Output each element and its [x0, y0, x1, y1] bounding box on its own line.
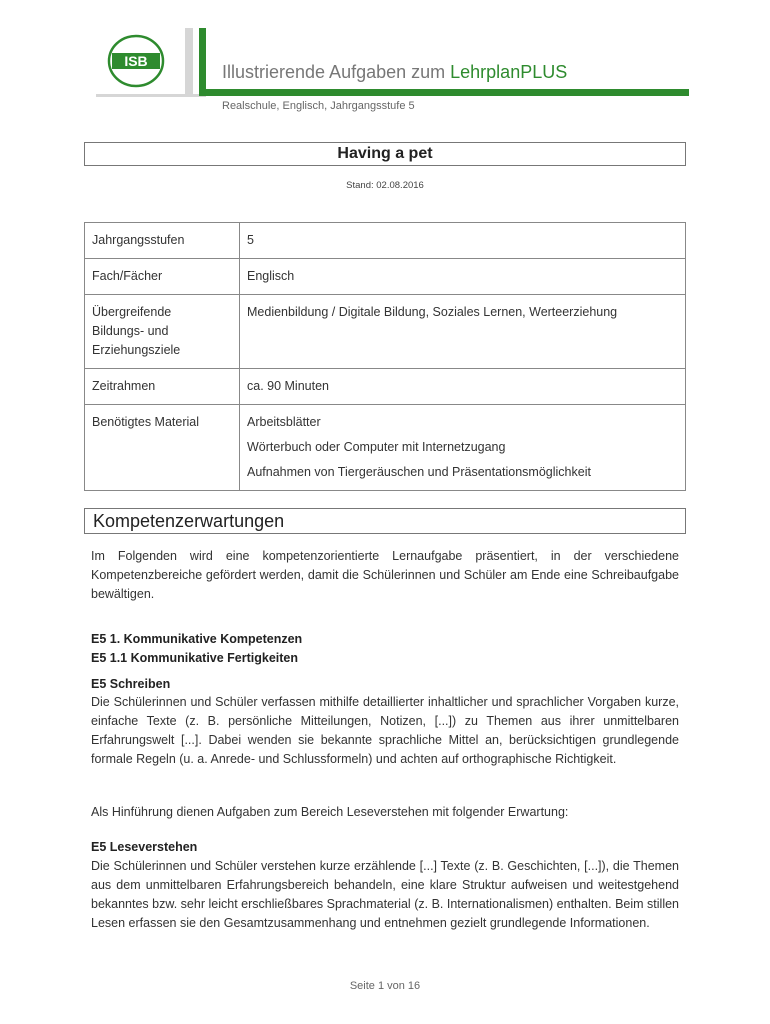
leseverstehen-paragraph: Die Schülerinnen und Schüler verstehen kurze erzählende [...] Texte (z. B. Geschichten, [...]), die Themen aus dem unmittelbaren Erfahrungsbereich behandeln, eine klare Struktur aufweisen und weitestgehend bekanntes bzw. sehr leicht erschließbares Sprachmaterial (z. B. Internationalismen) enthalten. Beim stillen Lesen erfassen sie den Gesamtzusammenhang und entnehmen gezielt grundlegende Informationen. [91, 859, 679, 930]
competence-heading-1-1: E5 1.1 Kommunikative Fertigkeiten [91, 651, 299, 665]
table-value: Englisch [240, 259, 686, 295]
isb-logo-icon [106, 32, 166, 90]
table-row [85, 259, 686, 295]
table-key: Zeitrahmen [85, 369, 240, 405]
info-table [84, 222, 686, 491]
table-value: 5 [240, 223, 686, 259]
schreiben-paragraph: Die Schülerinnen und Schüler verfassen mithilfe detaillierter inhaltlicher und sprachlicher Vorgaben kurze, einfache Texte (z. B. persönliche Mitteilungen, Notizen, [...]) zu Themen aus ihrer unmittelbaren Erfahrungswelt [...]. Dabei wenden sie bekannte sprachliche Mittel an, berücksichtigen grundlegende formale Regeln (u. a. Anrede- und Schlussformeln) und achten auf orthographische Richtigkeit. [91, 695, 679, 766]
table-key: Fach/Fächer [85, 259, 240, 295]
header-subtitle: Realschule, Englisch, Jahrgangsstufe 5 [222, 100, 415, 112]
section-heading: Kompetenzerwartungen [84, 508, 686, 534]
header-decor-grey-line [96, 94, 206, 97]
document-title: Having a pet [84, 142, 686, 166]
hinfuehrung-paragraph: Als Hinführung dienen Aufgaben zum Bereich Leseverstehen mit folgender Erwartung: [91, 805, 569, 819]
header-decor-grey [185, 28, 193, 96]
document-date: Stand: 02.08.2016 [346, 180, 424, 191]
table-value: ca. 90 Minuten [240, 369, 686, 405]
table-row [85, 295, 686, 369]
header-title-accent: LehrplanPLUS [450, 62, 568, 82]
table-row [85, 405, 686, 491]
intro-paragraph: Im Folgenden wird eine kompetenzorientierte Lernaufgabe präsentiert, in der verschiedene Kompetenzbereiche gefördert werden, damit die Schülerinnen und Schüler am Ende eine Schreibaufgabe bewältigen. [91, 549, 679, 601]
table-row [85, 369, 686, 405]
leseverstehen-heading: E5 Leseverstehen [91, 840, 198, 854]
header-decor-green-line [199, 89, 689, 96]
header-decor-green [199, 28, 206, 96]
header-title-prefix: Illustrierende Aufgaben zum [222, 62, 451, 82]
page-number: Seite 1 von 16 [349, 980, 421, 992]
table-value: Arbeitsblätter Wörterbuch oder Computer mit Internetzugang Aufnahmen von Tiergeräuschen und Präsentationsmöglichkeit [240, 405, 686, 491]
header-title [222, 62, 567, 83]
table-key: Jahrgangsstufen [85, 223, 240, 259]
table-key: Übergreifende Bildungs- und Erziehungsziele [85, 295, 240, 369]
table-key: Benötigtes Material [85, 405, 240, 491]
table-row [85, 223, 686, 259]
competence-heading-1: E5 1. Kommunikative Kompetenzen [91, 632, 303, 646]
table-value: Medienbildung / Digitale Bildung, Soziales Lernen, Werteerziehung [240, 295, 686, 369]
schreiben-heading: E5 Schreiben [91, 677, 171, 691]
svg-text:ISB: ISB [124, 53, 148, 69]
